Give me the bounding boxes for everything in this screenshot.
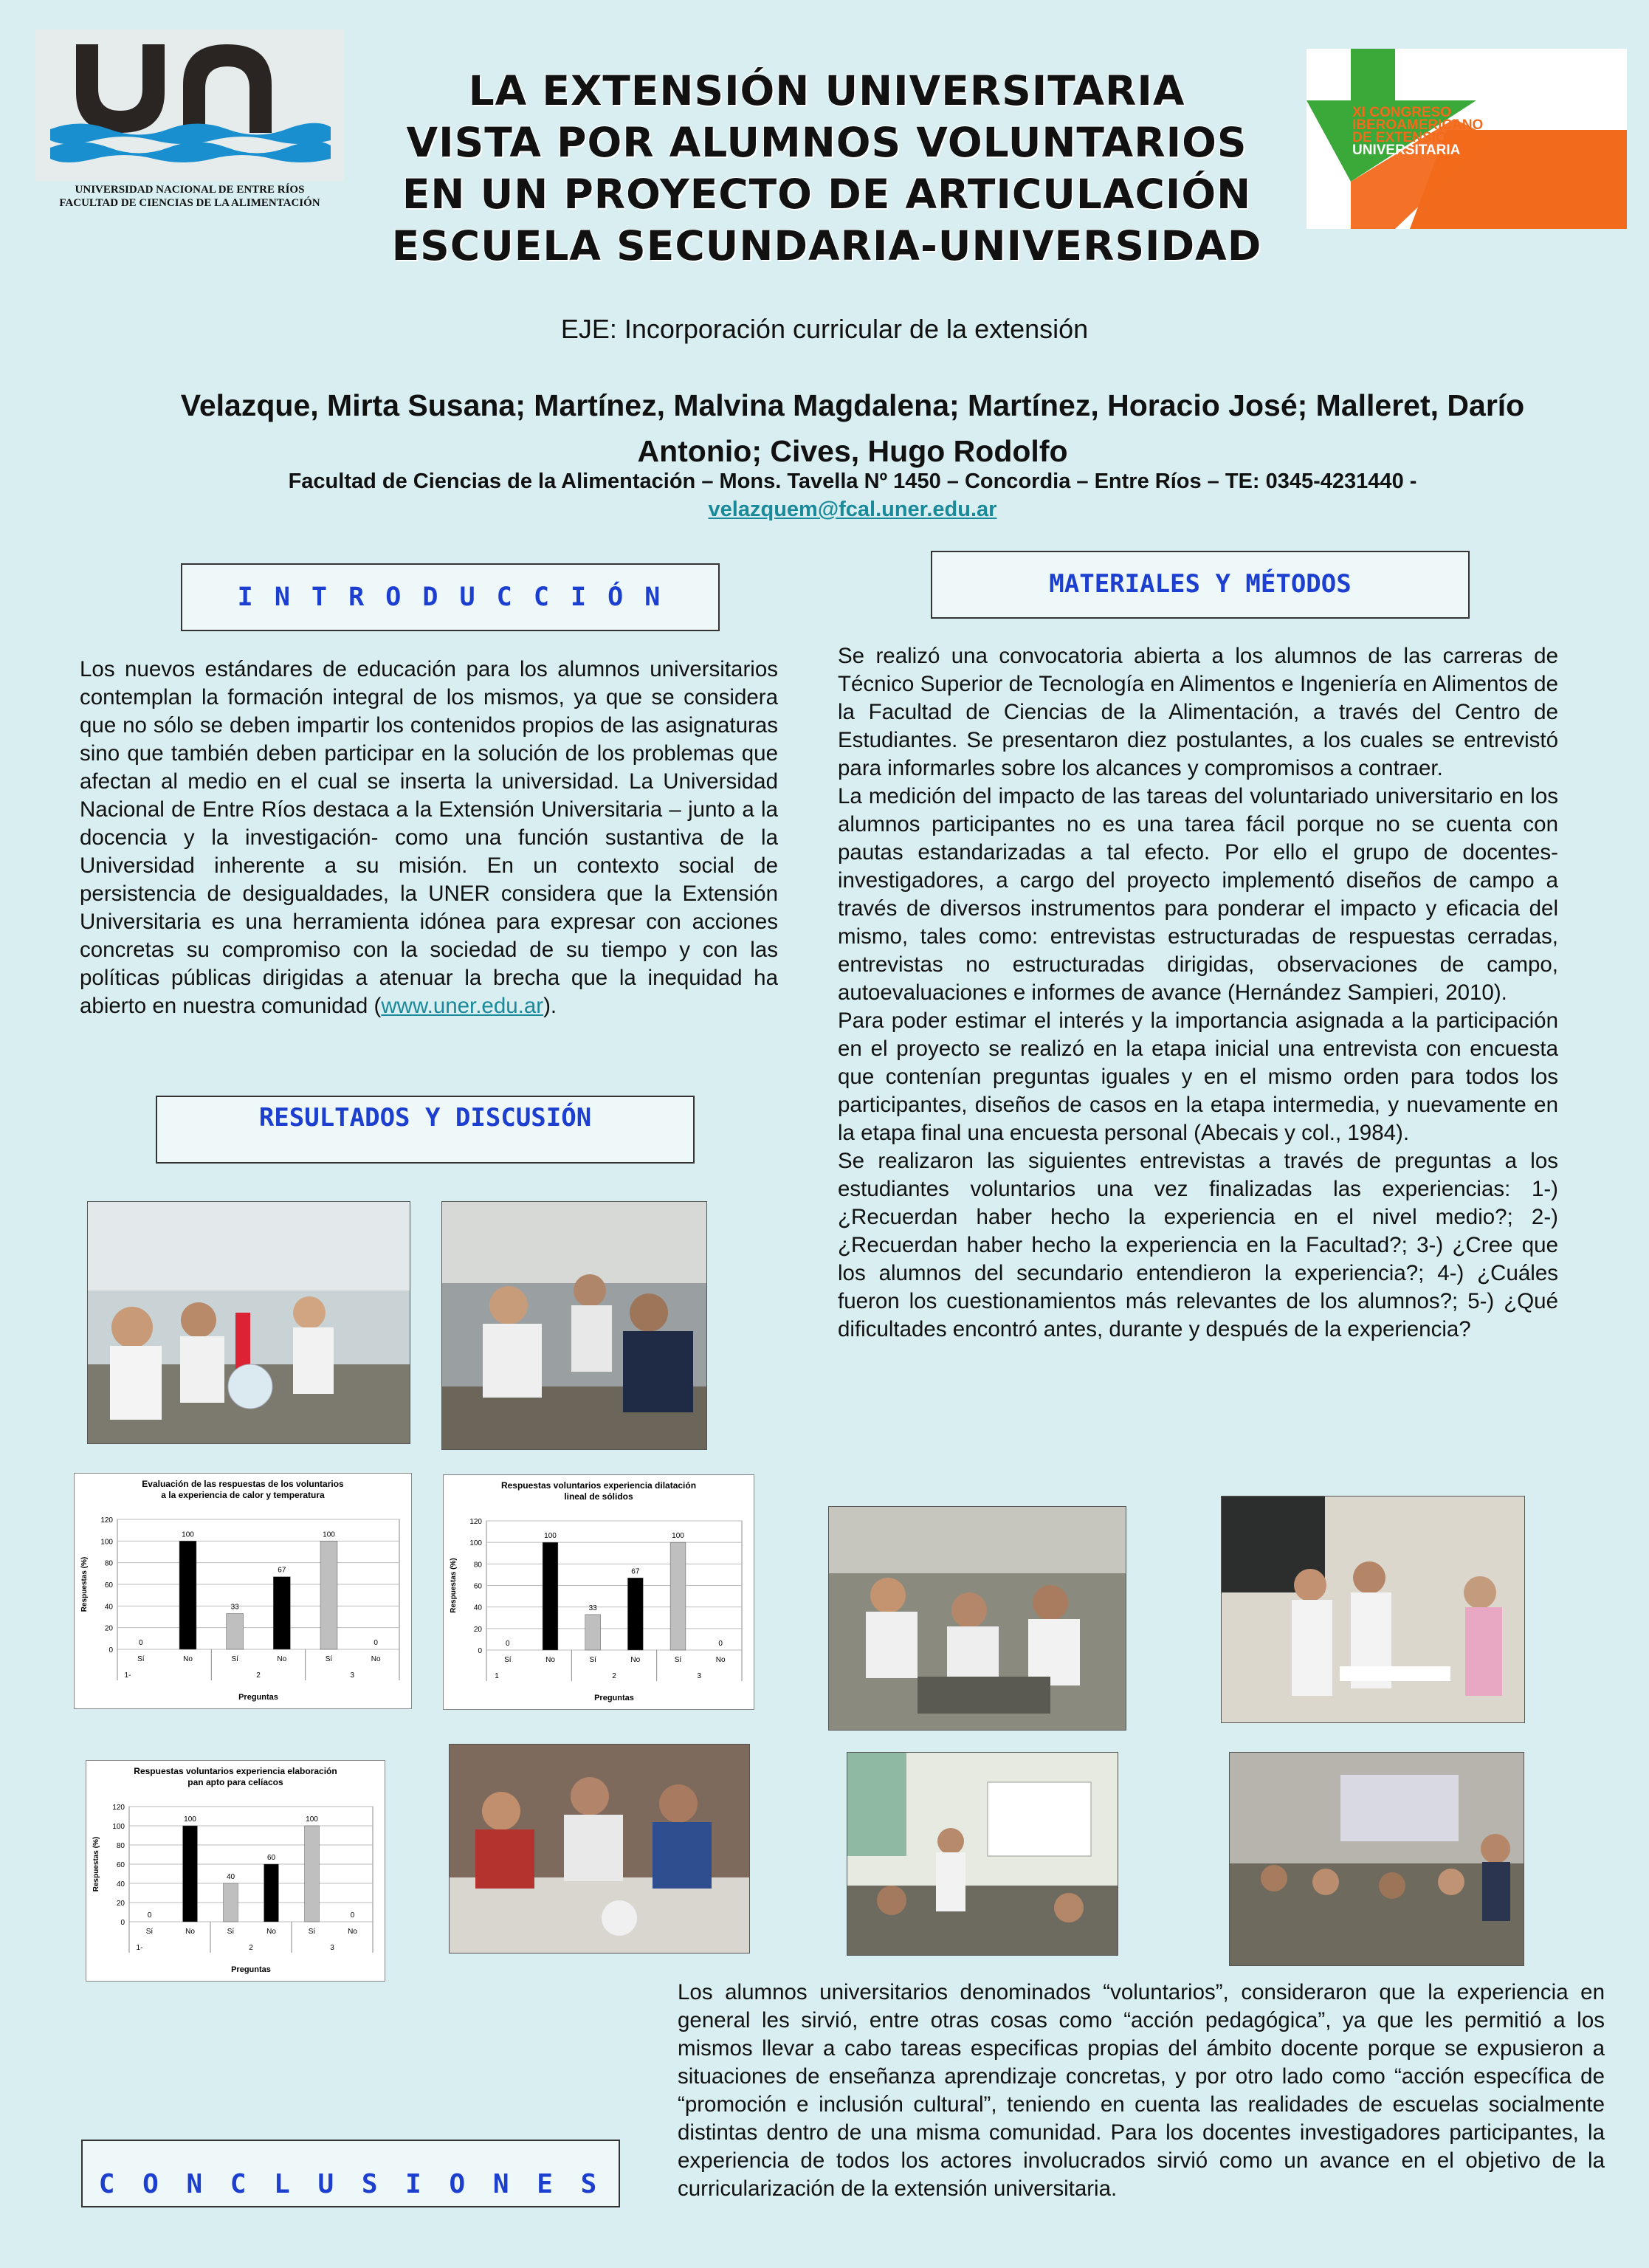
data-label: 100 xyxy=(544,1532,557,1541)
x-axis-label: Preguntas xyxy=(231,1965,271,1974)
y-tick-label: 80 xyxy=(104,1559,113,1568)
email-link[interactable]: velazquem@fcal.uner.edu.ar xyxy=(708,498,997,521)
authors-line1: Velazque, Mirta Susana; Martínez, Malvina Magdalena; Martínez, Horacio José; Malleret, Darío xyxy=(180,388,1525,422)
chart-calor-temperatura-svg xyxy=(75,1474,411,1708)
bar xyxy=(670,1542,686,1650)
x-tick-label: No xyxy=(715,1656,726,1664)
y-tick-label: 100 xyxy=(112,1823,125,1831)
bar xyxy=(305,1826,320,1922)
data-label: 0 xyxy=(506,1640,510,1648)
bar xyxy=(320,1541,337,1649)
group-label: 2 xyxy=(612,1672,616,1680)
chart-dilatacion xyxy=(443,1474,754,1710)
x-tick-label: Sí xyxy=(227,1928,235,1936)
photo-group-experiment xyxy=(828,1506,1126,1731)
y-tick-label: 20 xyxy=(116,1900,125,1908)
data-label: 100 xyxy=(184,1815,196,1824)
congress-line3: DE EXTENSIÓN xyxy=(1352,130,1457,145)
data-label: 67 xyxy=(631,1567,640,1576)
intro-text: Los nuevos estándares de educación para los alumnos universitarios contemplan la formación integral de los mismos, ya que se considera que no sólo se deben impartir los contenidos propios de las asignaturas sino que también deben participar en la solución de los problemas que afectan al medio en el cual se inserta la universidad. La Universidad Nacional de Entre Ríos destaca a la Extensión Universitaria – junto a la docencia y la investigación- como una función sustantiva de la Universidad inherente a su misión. En un contexto social de persistencia de desigualdades, la UNER considera que la Extensión Universitaria es una herramienta idónea para expresar con acciones concretas su compromiso con la sociedad de su tiempo y con las políticas públicas dirigidas a atenuar la brecha que la inequidad ha abierto en nuestra comunidad ( xyxy=(80,657,778,1018)
x-axis-label: Preguntas xyxy=(238,1693,278,1702)
chart-pan-celiacos xyxy=(86,1760,385,1982)
photo-classroom-projection xyxy=(1229,1752,1524,1966)
methods-paragraph-1: Se realizó una convocatoria abierta a los alumnos de las carreras de Técnico Superior de Tecnología en Alimentos e Ingeniería en Alimentos de la Facultad de Ciencias de la Alimentación, a través del Centro de Estudiantes. Se presentaron diez postulantes, a los cuales se entrevistó para informarles sobre los alcances y compromisos a contraer. xyxy=(838,644,1558,780)
x-tick-label: No xyxy=(545,1656,555,1664)
title-line4: ESCUELA SECUNDARIA-UNIVERSIDAD xyxy=(391,222,1262,269)
results-heading: RESULTADOS Y DISCUSIÓN xyxy=(258,1103,592,1133)
title-line1: LA EXTENSIÓN UNIVERSITARIA xyxy=(468,67,1185,114)
x-tick-label: No xyxy=(630,1656,641,1664)
y-tick-label: 60 xyxy=(473,1582,482,1591)
intro-heading-box xyxy=(181,563,720,631)
photo-classroom-students xyxy=(441,1201,707,1450)
title-line2: VISTA POR ALUMNOS VOLUNTARIOS xyxy=(406,119,1247,166)
x-tick-label: No xyxy=(277,1655,287,1663)
materials-heading: MATERIALES Y MÉTODOS xyxy=(1049,569,1352,599)
x-tick-label: Sí xyxy=(504,1656,512,1664)
group-label: 3 xyxy=(697,1672,702,1680)
x-tick-label: No xyxy=(371,1655,381,1663)
data-label: 0 xyxy=(139,1639,143,1647)
conclusions-heading: C O N C L U S I O N E S xyxy=(98,2169,603,2199)
intro-heading: I N T R O D U C C I Ó N xyxy=(237,583,664,612)
data-label: 40 xyxy=(226,1873,235,1881)
y-tick-label: 60 xyxy=(104,1581,113,1590)
x-tick-label: Sí xyxy=(325,1655,333,1663)
data-label: 100 xyxy=(306,1815,318,1824)
bar xyxy=(224,1883,238,1922)
y-tick-label: 120 xyxy=(469,1518,482,1526)
group-label: 2 xyxy=(249,1944,253,1952)
group-label: 3 xyxy=(350,1671,355,1680)
data-label: 0 xyxy=(147,1911,152,1920)
data-label: 0 xyxy=(718,1640,723,1648)
methods-paragraph-2: La medición del impacto de las tareas del voluntariado universitario en los alumnos participantes no es una tarea fácil porque no se cuenta con pautas estandarizadas a tal efecto. Por ello el grupo de docentes-investigadores, a cargo del proyecto implementó diseños de campo a través de diversos instrumentos para ponderar el impacto y eficacia del mismo, tales como: entrevistas estructuradas de respuestas cerradas, entrevistas no estructuradas dirigidas, observaciones de campo, autoevaluaciones e informes de avance (Hernández Sampieri, 2010). xyxy=(838,784,1558,1005)
eje-line: EJE: Incorporación curricular de la extensión xyxy=(560,314,1089,344)
data-label: 60 xyxy=(266,1854,276,1862)
uner-logo-graphic xyxy=(35,30,344,181)
photo-classroom-whiteboard xyxy=(847,1752,1118,1956)
title-line3: EN UN PROYECTO DE ARTICULACIÓN xyxy=(402,171,1252,218)
uner-caption-line1: UNIVERSIDAD NACIONAL DE ENTRE RÍOS xyxy=(75,184,305,196)
chart-calor-temperatura xyxy=(74,1473,412,1709)
y-tick-label: 0 xyxy=(109,1646,113,1654)
x-tick-label: No xyxy=(348,1928,357,1936)
chart-pan-celiacos-svg xyxy=(86,1761,385,1981)
group-label: 2 xyxy=(256,1671,261,1680)
y-axis-label: Respuestas (%) xyxy=(92,1836,100,1892)
chart-title: Respuestas voluntarios experiencia dilatación xyxy=(500,1480,697,1491)
congress-line1: XI CONGRESO xyxy=(1352,105,1452,120)
bar xyxy=(543,1542,558,1650)
intro-text-end: ). xyxy=(543,994,557,1018)
x-tick-label: No xyxy=(183,1655,193,1663)
x-axis-label: Preguntas xyxy=(594,1694,634,1702)
congress-logo xyxy=(1307,49,1627,229)
group-label: 3 xyxy=(330,1944,334,1952)
data-label: 100 xyxy=(672,1532,684,1541)
chart-title: lineal de sólidos xyxy=(564,1491,633,1502)
y-tick-label: 120 xyxy=(112,1804,125,1812)
methods-text xyxy=(838,642,1558,1344)
authors-line2: Antonio; Cives, Hugo Rodolfo xyxy=(637,434,1068,468)
methods-paragraph-3: Para poder estimar el interés y la importancia asignada a la participación en el proyecto se realizó en la etapa inicial una entrevista con encuesta que contenían preguntas iguales y en el mismo orden para todos los participantes, diseños de casos en la etapa intermedia, y nuevamente en la etapa final una encuesta personal (Abecais y col., 1984). xyxy=(838,1008,1558,1145)
bar xyxy=(264,1864,279,1922)
uner-logo xyxy=(35,30,344,214)
y-tick-label: 40 xyxy=(116,1880,125,1889)
x-tick-label: Sí xyxy=(308,1928,316,1936)
y-tick-label: 40 xyxy=(104,1603,113,1612)
conclusions-text: Los alumnos universitarios denominados “voluntarios”, consideraron que la experiencia en general les sirvió, entre otras cosas como “acción pedagógica”, ya que les permitió a los mismos llevar a cabo tareas especificas propias del ámbito docente porque se expusieron a situaciones de enseñanza aprendizaje concretas, y por otro lado como “acción específica de “promoción e inclusión cultural”, teniendo en cuenta las realidades de escuelas socialmente distintas dentro de una misma comunidad. Para los docentes investigadores participantes, la experiencia de todos los actores involucrados sirvió como un avance en el objetivo de la curricularización de la extensión universitaria. xyxy=(678,1980,1605,2201)
y-axis-label: Respuestas (%) xyxy=(80,1556,89,1612)
photo-kitchen-activity xyxy=(449,1744,750,1953)
methods-paragraph-4: Se realizaron las siguientes entrevistas a través de preguntas a los estudiantes voluntarios una vez finalizadas las experiencias: 1-) ¿Recuerdan haber hecho la experiencia en el nivel medio?; 2-) ¿Recuerdan haber hecho la experiencia en la Facultad?; 3-) ¿Cree que los alumnos del secundario entendieron la experiencia?; 4-) ¿Cuáles fueron los cuestionamientos más relevantes de los alumnos?; 5-) ¿Qué dificultades encontró antes, durante y después de la experiencia? xyxy=(838,1149,1558,1341)
materials-heading-box xyxy=(931,551,1470,619)
results-heading-box xyxy=(156,1096,695,1164)
y-tick-label: 60 xyxy=(116,1861,125,1869)
y-tick-label: 20 xyxy=(473,1625,482,1634)
data-label: 100 xyxy=(182,1530,194,1539)
authors xyxy=(118,382,1587,474)
photo-lab-demonstration xyxy=(1221,1496,1525,1723)
y-tick-label: 100 xyxy=(469,1539,482,1548)
bar xyxy=(183,1826,198,1922)
chart-title: a la experiencia de calor y temperatura xyxy=(161,1490,325,1500)
chart-dilatacion-svg xyxy=(444,1475,754,1709)
x-tick-label: No xyxy=(266,1928,276,1936)
data-label: 67 xyxy=(278,1566,286,1575)
poster-title xyxy=(347,65,1307,272)
group-label: 1 xyxy=(495,1672,499,1680)
data-label: 33 xyxy=(230,1603,239,1612)
x-tick-label: Sí xyxy=(145,1928,154,1936)
bar xyxy=(273,1577,290,1649)
y-tick-label: 80 xyxy=(116,1842,125,1850)
data-label: 0 xyxy=(350,1911,355,1920)
x-tick-label: No xyxy=(185,1928,195,1936)
data-label: 0 xyxy=(373,1639,378,1647)
group-label: 1- xyxy=(124,1671,131,1680)
affiliation xyxy=(118,467,1587,523)
data-label: 100 xyxy=(323,1530,335,1539)
y-tick-label: 120 xyxy=(100,1516,113,1525)
conclusions-paragraph xyxy=(678,1979,1605,2203)
y-tick-label: 40 xyxy=(473,1604,482,1612)
bar xyxy=(179,1541,196,1649)
x-tick-label: Sí xyxy=(674,1656,682,1664)
y-tick-label: 80 xyxy=(473,1561,482,1570)
y-tick-label: 20 xyxy=(104,1624,113,1633)
uner-link[interactable]: www.uner.edu.ar xyxy=(381,994,544,1018)
bar xyxy=(585,1615,601,1650)
chart-title: Evaluación de las respuestas de los voluntarios xyxy=(142,1479,344,1489)
x-tick-label: Sí xyxy=(137,1655,145,1663)
data-label: 33 xyxy=(588,1604,597,1612)
bar xyxy=(627,1578,643,1650)
y-tick-label: 0 xyxy=(120,1919,125,1927)
y-axis-label: Respuestas (%) xyxy=(450,1558,458,1613)
intro-paragraph xyxy=(80,656,778,1020)
congress-line2: IBEROAMERICANO xyxy=(1352,117,1484,133)
group-label: 1- xyxy=(136,1944,143,1952)
x-tick-label: Sí xyxy=(589,1656,596,1664)
y-tick-label: 0 xyxy=(478,1647,482,1655)
conclusions-heading-box xyxy=(81,2140,620,2207)
affiliation-text: Facultad de Ciencias de la Alimentación – Mons. Tavella Nº 1450 – Concordia – Entre Ríos – TE: 0345-4231440 - xyxy=(288,470,1417,493)
chart-title: pan apto para celíacos xyxy=(187,1777,283,1787)
congress-logo-text xyxy=(1352,106,1483,157)
photo-lab-students xyxy=(87,1201,410,1444)
y-tick-label: 100 xyxy=(100,1538,113,1547)
congress-line4: UNIVERSITARIA xyxy=(1352,142,1461,158)
uner-caption-line2: FACULTAD DE CIENCIAS DE LA ALIMENTACIÓN xyxy=(59,197,320,209)
x-tick-label: Sí xyxy=(231,1655,238,1663)
bar xyxy=(227,1614,244,1649)
chart-title: Respuestas voluntarios experiencia elaboración xyxy=(134,1766,337,1776)
